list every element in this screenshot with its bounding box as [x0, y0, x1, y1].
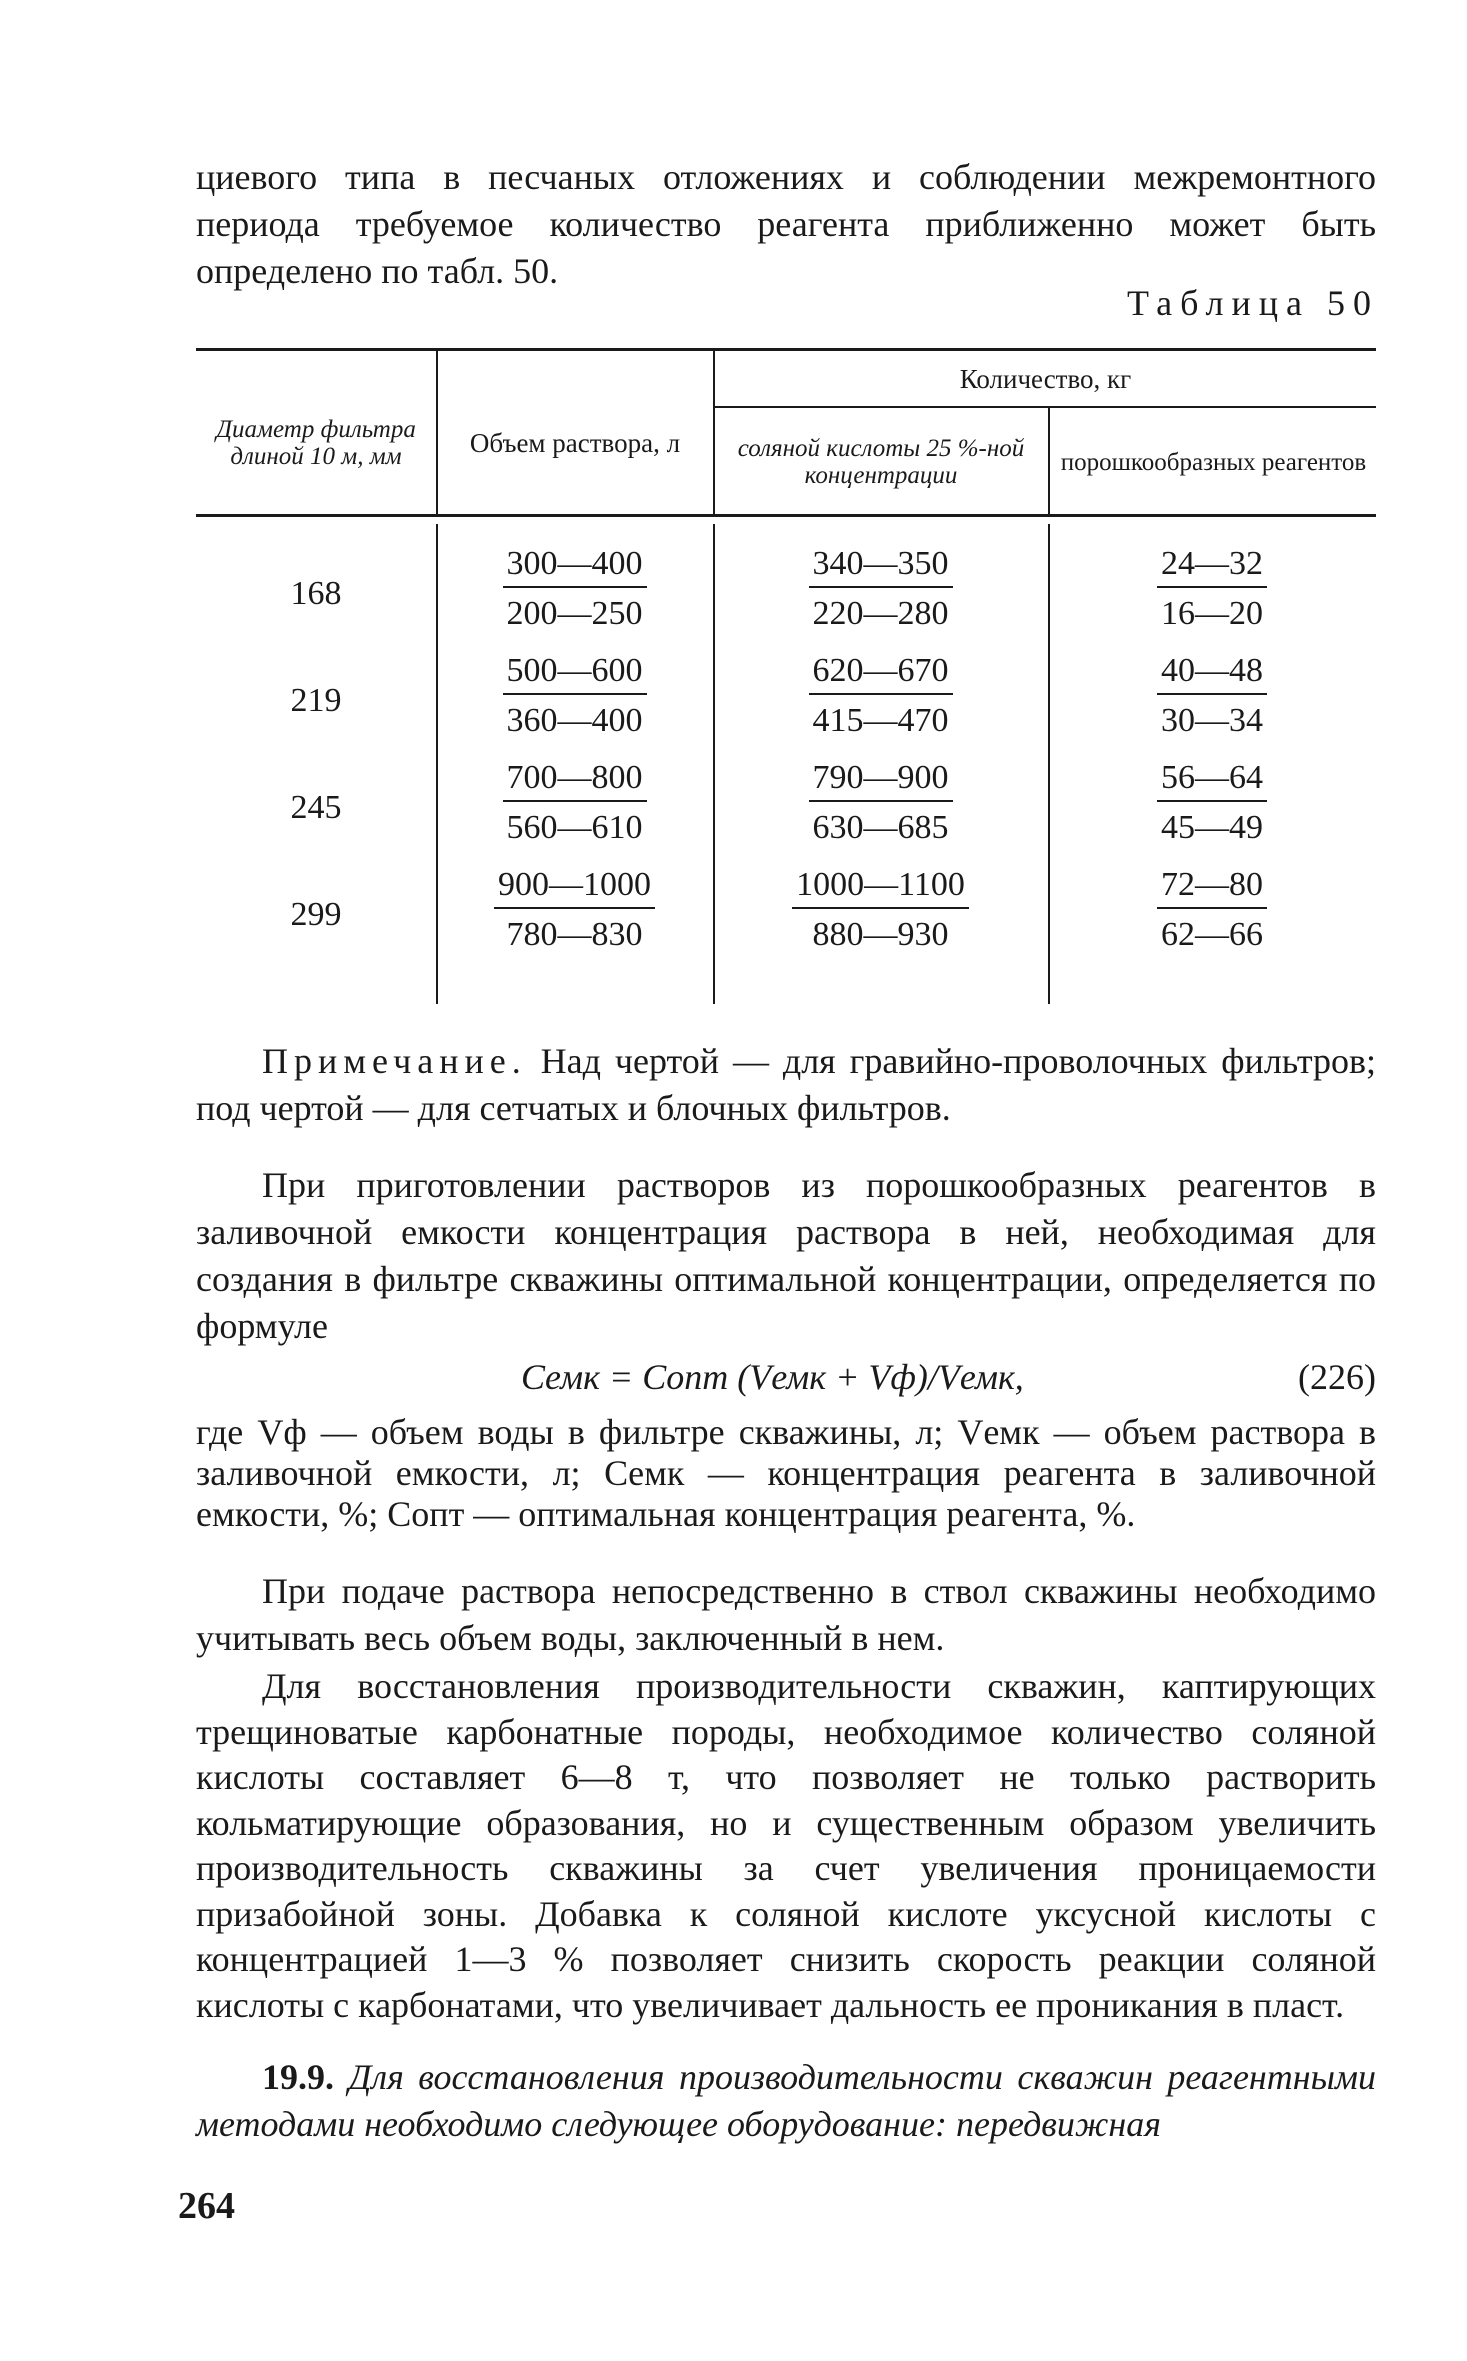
value-below-line: 16—20 — [1161, 595, 1263, 632]
cell-diameter: 245 — [290, 789, 342, 826]
cell-volume — [436, 544, 713, 634]
cell-diameter: 168 — [290, 575, 342, 612]
intro-text: циевого типа в песчаных отложениях и соблюдении межремонтного периода требуемое количество реагента приближенно может быть определено по табл. 50. — [196, 157, 1376, 291]
value-above-line: 24—32 — [1157, 544, 1267, 588]
paragraph-text: Для восстановления производительности скважин реагентными методами необходимо следующее оборудование: передвижная — [196, 2057, 1377, 2144]
paragraph-text: Для восстановления производительности скважин, каптирующих трещиноватые карбонатные породы, необходимое количество соляной кислоты составляет 6—8 т, что позволяет не только растворить кольматирующие образования, но и существенным образом увеличить производительность скважины за счет увеличения проницаемости призабойной зоны. Добавка к соляной кислоте уксусной кислоты с концентрацией 1—3 % позволяет снизить скорость реакции соляной кислоты с карбонатами, что увеличивает дальность ее проникания в пласт. — [196, 1666, 1376, 2025]
section-number: 19.9. — [262, 2057, 334, 2097]
value-above-line: 900—1000 — [494, 865, 655, 909]
cell-diameter: 219 — [290, 682, 342, 719]
cell-volume — [436, 758, 713, 848]
note-text: Над чертой — для гравийно-проволочных фильтров; под чертой — для сетчатых и блочных фильтров. — [196, 1041, 1377, 1128]
cell-acid — [713, 651, 1048, 741]
note-label: Примечание. — [262, 1041, 527, 1081]
value-above-line: 300—400 — [503, 544, 647, 588]
value-above-line: 40—48 — [1157, 651, 1267, 695]
paragraph-definitions — [196, 1412, 1376, 1535]
value-below-line: 780—830 — [506, 916, 643, 953]
paragraph-formula-intro — [196, 1162, 1376, 1350]
page-number: 264 — [178, 2185, 235, 2227]
formula-226 — [196, 1354, 1376, 1401]
cell-powder — [1048, 865, 1376, 955]
value-below-line: 415—470 — [812, 702, 949, 739]
table-note — [196, 1038, 1376, 1132]
formula-expression: Cемк = Cопт (Vемк + Vф)/Vемк, — [521, 1357, 1024, 1397]
value-below-line: 220—280 — [812, 595, 949, 632]
header-powder: порошкообразных реагентов — [1060, 448, 1367, 476]
value-below-line: 630—685 — [812, 809, 949, 846]
value-above-line: 790—900 — [809, 758, 953, 802]
value-above-line: 620—670 — [809, 651, 953, 695]
value-above-line: 340—350 — [809, 544, 953, 588]
value-above-line: 56—64 — [1157, 758, 1267, 802]
paragraph-carbonate — [196, 1664, 1376, 2028]
table-caption: Таблица 50 — [1127, 283, 1379, 323]
formula-number: (226) — [1298, 1357, 1376, 1397]
value-above-line: 1000—1100 — [792, 865, 969, 909]
header-quantity: Количество, кг — [959, 363, 1132, 394]
paragraph-equipment — [196, 2054, 1376, 2148]
cell-volume — [436, 651, 713, 741]
header-divider — [436, 351, 438, 514]
value-below-line: 560—610 — [506, 809, 643, 846]
header-acid: соляной кислоты 25 %-ной концентрации — [737, 435, 1025, 489]
cell-acid — [713, 758, 1048, 848]
header-volume: Объем раствора, л — [469, 427, 681, 458]
value-below-line: 62—66 — [1161, 916, 1263, 953]
value-below-line: 30—34 — [1161, 702, 1263, 739]
paragraph-text: При приготовлении растворов из порошкообразных реагентов в заливочной емкости концентрация раствора в ней, необходимая для создания в фильтре скважины оптимальной концентрации, определяется по формуле — [196, 1165, 1376, 1346]
value-below-line: 880—930 — [812, 916, 949, 953]
value-above-line: 72—80 — [1157, 865, 1267, 909]
value-below-line: 45—49 — [1161, 809, 1263, 846]
value-below-line: 200—250 — [506, 595, 643, 632]
cell-powder — [1048, 758, 1376, 848]
header-subrule — [713, 406, 1376, 408]
value-below-line: 360—400 — [506, 702, 643, 739]
table-top-rule — [196, 348, 1376, 351]
paragraph-text: где Vф — объем воды в фильтре скважины, л; Vемк — объем раствора в заливочной емкости, л; Cемк — концентрация реагента в заливочной емкости, %; Cопт — оптимальная концентрация реагента, %. — [196, 1412, 1376, 1534]
paragraph-text: При подаче раствора непосредственно в ствол скважины необходимо учитывать весь объем воды, заключенный в нем. — [196, 1571, 1376, 1658]
cell-powder — [1048, 544, 1376, 634]
cell-powder — [1048, 651, 1376, 741]
header-diameter: Диаметр фильтра длиной 10 м, мм — [216, 416, 416, 470]
intro-paragraph — [196, 154, 1376, 295]
value-above-line: 700—800 — [503, 758, 647, 802]
header-divider — [1048, 406, 1050, 514]
value-above-line: 500—600 — [503, 651, 647, 695]
paragraph-direct-feed — [196, 1568, 1376, 1662]
cell-diameter: 299 — [290, 896, 342, 933]
cell-volume — [436, 865, 713, 955]
table-header-rule — [196, 514, 1376, 517]
cell-acid — [713, 544, 1048, 634]
cell-acid — [713, 865, 1048, 955]
